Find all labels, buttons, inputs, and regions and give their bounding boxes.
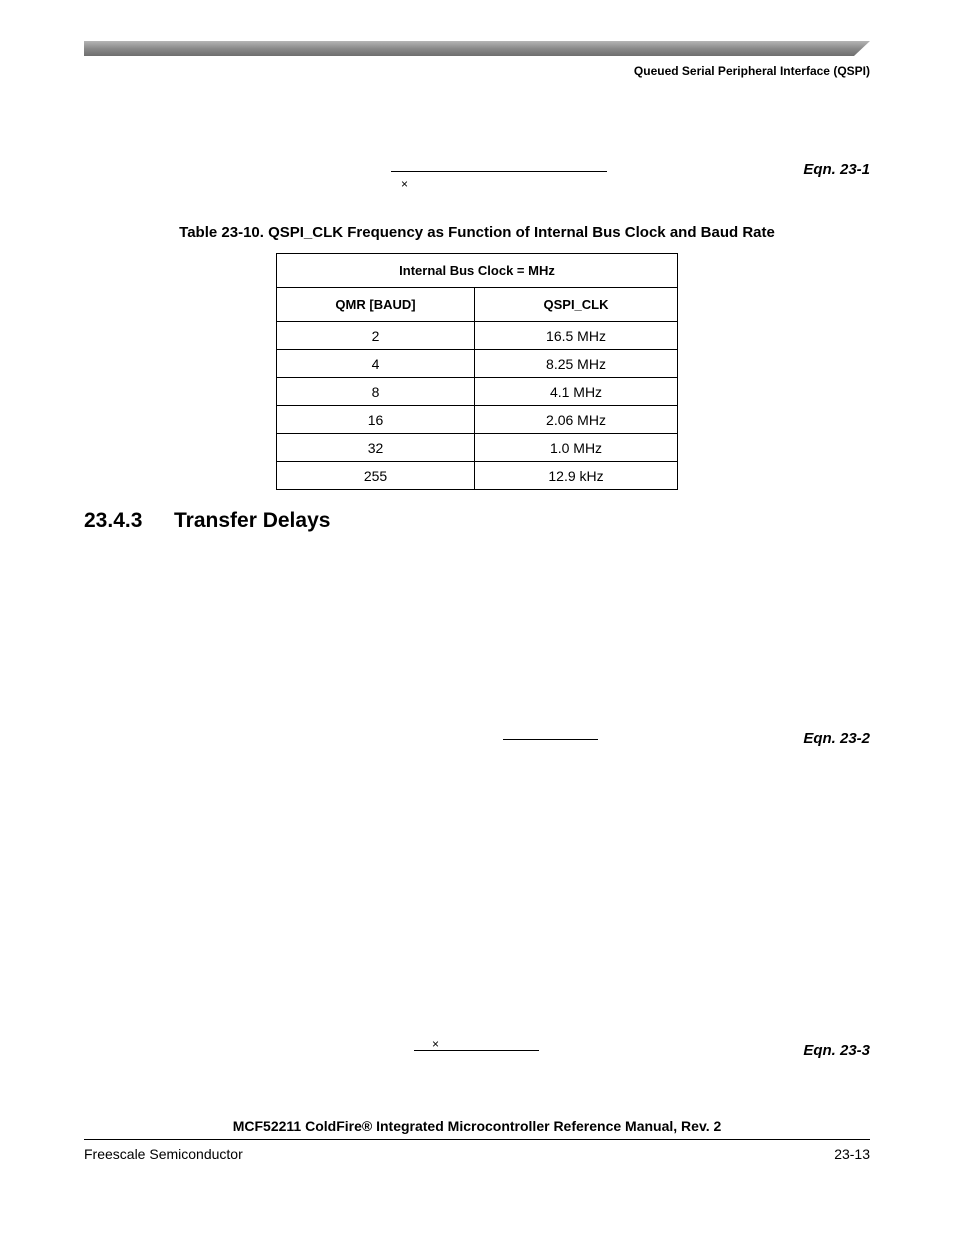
table-header-row bbox=[277, 288, 678, 322]
internal-bus-clock-header: Internal Bus Clock = MHz bbox=[277, 254, 678, 288]
qspi-clk-cell: 12.9 kHz bbox=[475, 462, 678, 490]
eqn-2-fraction-bar bbox=[503, 739, 598, 740]
eqn-3-times-sign: × bbox=[432, 1037, 440, 1051]
baud-cell: 255 bbox=[277, 462, 475, 490]
column-header-qspi-clk: QSPI_CLK bbox=[475, 288, 678, 322]
table-row bbox=[277, 350, 678, 378]
eqn-1-label: Eqn. 23-1 bbox=[803, 161, 870, 178]
table-row bbox=[277, 406, 678, 434]
qspi-clk-cell: 16.5 MHz bbox=[475, 322, 678, 350]
section-title: Transfer Delays bbox=[174, 509, 331, 532]
table-row bbox=[277, 378, 678, 406]
table-caption: Table 23-10. QSPI_CLK Frequency as Function of Internal Bus Clock and Baud Rate bbox=[179, 224, 775, 241]
baud-cell: 8 bbox=[277, 378, 475, 406]
qspi-clk-cell: 2.06 MHz bbox=[475, 406, 678, 434]
running-header: Queued Serial Peripheral Interface (QSPI) bbox=[633, 64, 870, 78]
header-bar bbox=[84, 41, 870, 56]
eqn-1-fraction-bar bbox=[391, 171, 607, 172]
table-row bbox=[277, 462, 678, 490]
baud-cell: 32 bbox=[277, 434, 475, 462]
baud-cell: 2 bbox=[277, 322, 475, 350]
footer-title: MCF52211 ColdFire® Integrated Microcontroller Reference Manual, Rev. 2 bbox=[232, 1118, 722, 1134]
eqn-1-times-sign: × bbox=[401, 177, 409, 191]
eqn-3-label: Eqn. 23-3 bbox=[803, 1042, 870, 1059]
footer-divider bbox=[84, 1139, 870, 1140]
section-heading bbox=[84, 509, 330, 533]
eqn-3-fraction-bar bbox=[414, 1050, 539, 1051]
eqn-2-label: Eqn. 23-2 bbox=[803, 730, 870, 747]
qspi-clk-table bbox=[276, 253, 678, 490]
qspi-clk-cell: 1.0 MHz bbox=[475, 434, 678, 462]
table-span-header-row bbox=[277, 254, 678, 288]
baud-cell: 16 bbox=[277, 406, 475, 434]
footer-company: Freescale Semiconductor bbox=[84, 1146, 243, 1162]
qspi-clk-cell: 4.1 MHz bbox=[475, 378, 678, 406]
section-number: 23.4.3 bbox=[84, 509, 143, 532]
table-row bbox=[277, 434, 678, 462]
table-row bbox=[277, 322, 678, 350]
column-header-qmr-baud: QMR [BAUD] bbox=[277, 288, 475, 322]
qspi-clk-cell: 8.25 MHz bbox=[475, 350, 678, 378]
baud-cell: 4 bbox=[277, 350, 475, 378]
page-number: 23-13 bbox=[834, 1146, 870, 1162]
